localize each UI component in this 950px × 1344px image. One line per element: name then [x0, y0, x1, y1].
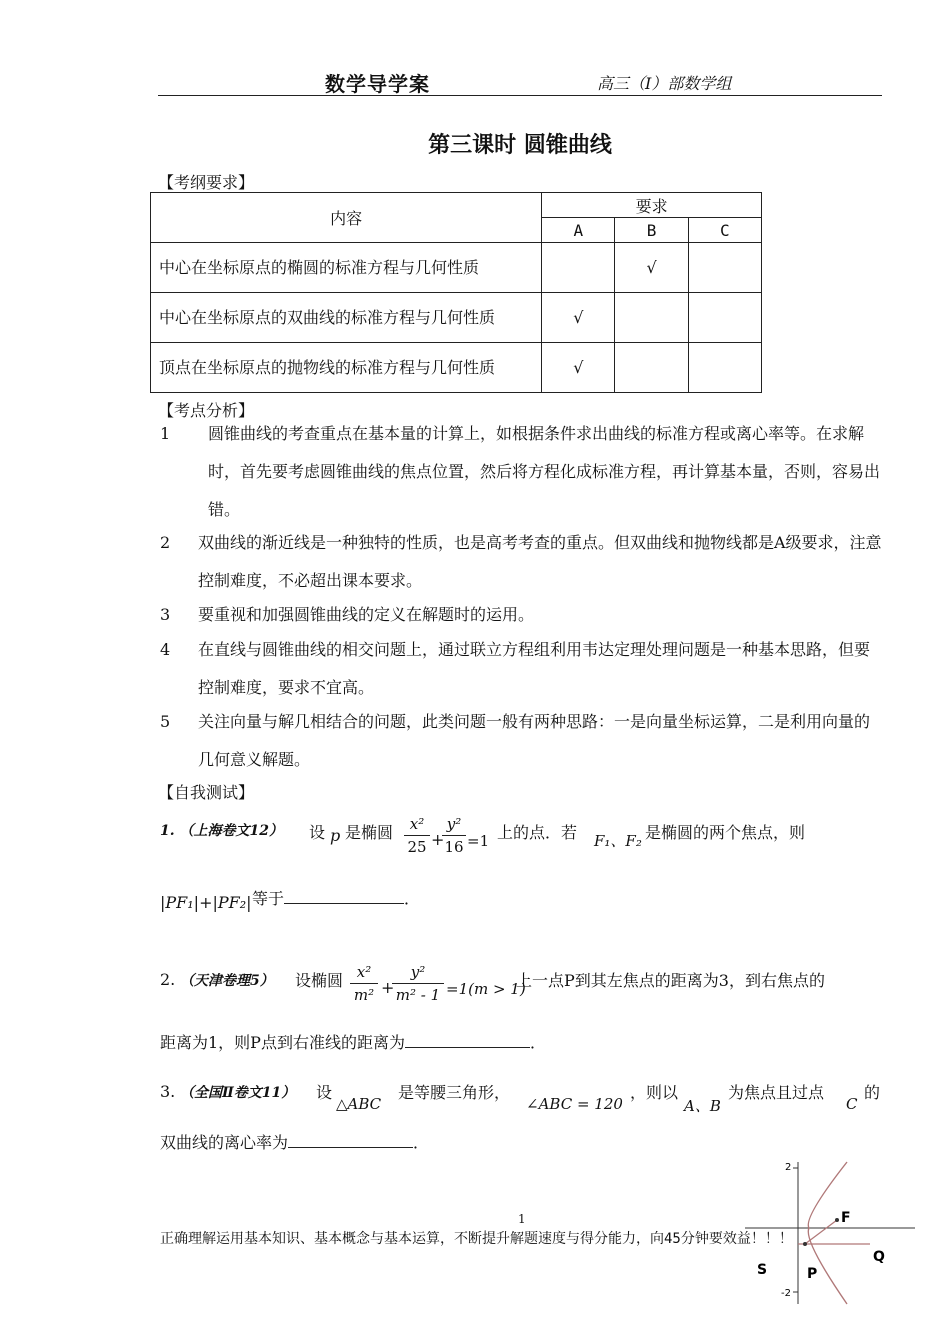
q2-question: 距离为1，则P点到右准线的距离为 [160, 1033, 405, 1052]
q1-answer-blank[interactable] [284, 903, 404, 904]
th-a: A [542, 218, 615, 243]
q2-frac1-num: x² [356, 963, 372, 981]
q1-frac1-num: x² [409, 815, 425, 833]
q2-equals: =1(m > 1) [446, 980, 526, 998]
q2-text-a: 设椭圆 [295, 971, 344, 990]
header-title: 数学导学案 [325, 72, 430, 96]
q1-expression: |PF₁|+|PF₂| [160, 893, 252, 912]
table-row [151, 243, 762, 293]
q2-answer-blank[interactable] [405, 1047, 530, 1048]
page-footer: 正确理解运用基本知识、基本概念与基本运算，不断提升解题速度与得分能力，向45分钟要效益！！！ [160, 1231, 793, 1247]
figure-label-q: Q [873, 1249, 885, 1265]
q2-number: 2. [160, 970, 176, 989]
section-ziwo: 【自我测试】 [158, 783, 255, 802]
q1-text-a: 设 [309, 823, 326, 842]
figure-label-p: P [807, 1266, 818, 1282]
q2-frac2-den: m² - 1 [395, 986, 441, 1004]
th-b: B [615, 218, 688, 243]
q3-question: 双曲线的离心率为 [160, 1133, 289, 1152]
q1-source: （上海卷文12） [179, 823, 283, 839]
table-row [151, 293, 762, 343]
section-kaogang: 【考纲要求】 [158, 173, 255, 192]
q3-source: （全国Ⅱ卷文11） [180, 1085, 296, 1101]
header-rule [158, 95, 882, 96]
q3-end: ． [413, 1133, 430, 1152]
q3-points-ab: A、B [684, 1097, 721, 1115]
point-item [160, 596, 885, 634]
figure-line-pf [805, 1220, 837, 1244]
row-c [688, 343, 761, 393]
row-c [688, 293, 761, 343]
point-number: 1 [160, 424, 171, 443]
point-text: 关注向量与解几相结合的问题，此类问题一般有两种思路：一是向量坐标运算，二是利用向量的几何意义解题。 [198, 712, 871, 769]
point-text: 在直线与圆锥曲线的相交问题上，通过联立方程组利用韦达定理处理问题是一种基本思路，但要控制难度，要求不宜高。 [198, 640, 871, 697]
figure-label-s: S [757, 1262, 768, 1278]
q3-triangle: △ABC [336, 1095, 382, 1113]
row-content: 中心在坐标原点的双曲线的标准方程与几何性质 [151, 293, 542, 343]
q2-fraction-y [392, 963, 444, 1004]
point-number: 2 [160, 533, 171, 552]
figure-point-p [803, 1242, 807, 1246]
row-a [542, 243, 615, 293]
row-content: 中心在坐标原点的椭圆的标准方程与几何性质 [151, 243, 542, 293]
requirements-table [150, 192, 762, 393]
point-item [160, 415, 885, 531]
q1-frac2-den: 16 [444, 838, 464, 856]
q1-foci: F₁、F₂ [594, 832, 642, 850]
q3-text-e: 的 [864, 1083, 881, 1102]
point-text: 圆锥曲线的考查重点在基本量的计算上，如根据条件求出曲线的标准方程或离心率等。在求解时，首先要考虑圆锥曲线的焦点位置，然后将方程化成标准方程，再计算基本量，否则，容易出错。 [208, 424, 881, 519]
q1-var-p: p [330, 826, 341, 845]
point-number: 3 [160, 605, 171, 624]
q2-fraction-x [350, 963, 378, 1004]
q1-number [160, 820, 283, 840]
q2-plus: + [381, 978, 395, 997]
q2-text-c [160, 1030, 546, 1053]
q2-source: （天津卷理5） [180, 973, 274, 989]
row-a: √ [542, 293, 615, 343]
q1-frac1-den: 25 [407, 838, 427, 856]
figure-label-y-top: 2 [785, 1162, 792, 1173]
point-item [160, 631, 885, 707]
q2-frac1-den: m² [353, 986, 375, 1004]
page-number: 1 [518, 1212, 526, 1226]
q1-frac2-num: y² [446, 815, 462, 833]
row-b [615, 343, 688, 393]
q1-text-e [252, 886, 420, 909]
q1-equals: =1 [467, 832, 490, 850]
q2-frac2-num: y² [410, 963, 426, 981]
q2-text-b: 上一点P到其左焦点的距离为3，到右焦点的 [516, 971, 825, 990]
row-b: √ [615, 243, 688, 293]
q1-plus: + [431, 830, 445, 849]
q2-end: ． [529, 1033, 546, 1052]
q3-text-b: 是等腰三角形， [398, 1083, 511, 1102]
section-kaodian: 【考点分析】 [158, 401, 255, 420]
th-requirement: 要求 [542, 193, 762, 218]
point-item [160, 524, 885, 600]
point-number: 4 [160, 640, 171, 659]
q1-text-d: 是椭圆的两个焦点，则 [645, 823, 806, 842]
q3-point-c: C [846, 1095, 858, 1113]
row-b [615, 293, 688, 343]
point-text: 要重视和加强圆锥曲线的定义在解题时的运用。 [198, 605, 535, 624]
row-a: √ [542, 343, 615, 393]
point-number: 5 [160, 712, 171, 731]
figure-label-f: F [841, 1210, 851, 1226]
q3-answer-blank[interactable] [288, 1147, 413, 1148]
q3-text-c: ，则以 [630, 1083, 679, 1102]
q1-fraction-y [442, 815, 466, 856]
page-title: 第三课时 圆锥曲线 [428, 133, 612, 158]
figure-parabola [808, 1162, 847, 1304]
q3-number: 3. [160, 1082, 176, 1101]
q1-text-b: 是椭圆 [345, 823, 394, 842]
figure-point-f [835, 1218, 839, 1222]
row-content: 顶点在坐标原点的抛物线的标准方程与几何性质 [151, 343, 542, 393]
row-c [688, 243, 761, 293]
q3-text-d: 为焦点且过点 [728, 1083, 825, 1102]
q1-fraction-x [404, 815, 430, 856]
header-group: 高三（Ⅰ）部数学组 [597, 74, 732, 93]
q1-text-c: 上的点．若 [497, 823, 578, 842]
table-row [151, 343, 762, 393]
q1-equal-word: 等于 [252, 889, 285, 908]
point-item [160, 703, 885, 779]
q3-text-a: 设 [316, 1083, 333, 1102]
q3-text-f [160, 1130, 429, 1153]
q3-angle: ∠ABC = 120 [526, 1095, 623, 1113]
figure-label-y-bottom: -2 [781, 1288, 791, 1299]
point-text: 双曲线的渐近线是一种独特的性质，也是高考考查的重点。但双曲线和抛物线都是A级要求，注意控制难度，不必超出课本要求。 [198, 533, 882, 590]
th-c: C [688, 218, 761, 243]
q1-num: 1. [160, 823, 175, 839]
q1-end: ． [404, 889, 421, 908]
th-content: 内容 [151, 193, 542, 243]
